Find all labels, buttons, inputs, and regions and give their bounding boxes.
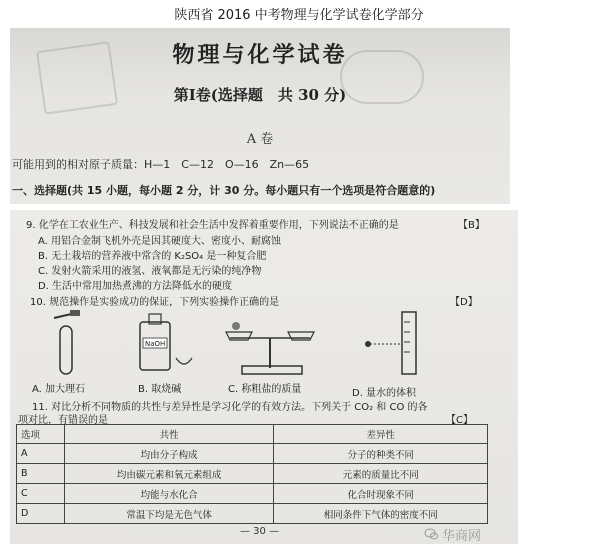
q9-option-d: D. 生活中常用加热煮沸的方法降低水的硬度 bbox=[38, 281, 233, 292]
exam-title: 物理与化学试卷 bbox=[172, 42, 348, 68]
q11-answer: 【C】 bbox=[446, 415, 473, 426]
page-title: 陕西省 2016 中考物理与化学试卷化学部分 bbox=[174, 8, 424, 23]
table-cell: A bbox=[17, 444, 65, 464]
questions-photo bbox=[10, 210, 518, 544]
measuring-cylinder-icon bbox=[365, 312, 416, 374]
table-row bbox=[17, 464, 488, 484]
table-cell: 分子的种类不同 bbox=[274, 444, 488, 464]
balance-scale-icon bbox=[226, 322, 314, 374]
comparison-table bbox=[16, 424, 488, 524]
chat-bubble-icon bbox=[424, 528, 438, 540]
watermark: 华商网 bbox=[442, 529, 482, 544]
table-cell: D bbox=[17, 504, 65, 524]
page-number: — 30 — bbox=[240, 526, 280, 537]
lab-apparatus-illustrations bbox=[10, 308, 518, 380]
q11-stem-line2: 项对比，有错误的是 bbox=[18, 415, 108, 426]
table-cell: 元素的质量比不同 bbox=[274, 464, 488, 484]
table-cell: 相同条件下气体的密度不同 bbox=[274, 504, 488, 524]
q10-answer: 【D】 bbox=[450, 297, 478, 308]
q9-stem: 9. 化学在工农业生产、科技发展和社会生活中发挥着重要作用，下列说法不正确的是 bbox=[26, 220, 399, 231]
q10-caption-a: A. 加大理石 bbox=[32, 384, 86, 395]
table-row bbox=[17, 504, 488, 524]
table-cell: B bbox=[17, 464, 65, 484]
section-heading: 一、选择题(共 15 小题，每小题 2 分，计 30 分。每小题只有一个选项是符合题意的) bbox=[12, 184, 436, 197]
q10-caption-c: C. 称粗盐的质量 bbox=[228, 384, 302, 395]
table-row bbox=[17, 484, 488, 504]
q10-caption-d: D. 量水的体积 bbox=[352, 388, 417, 399]
table-cell: 均能与水化合 bbox=[64, 484, 274, 504]
q10-stem: 10. 规范操作是实验成功的保证，下列实验操作正确的是 bbox=[30, 297, 280, 308]
naoh-bottle-icon bbox=[140, 314, 192, 370]
col-header-option: 选项 bbox=[17, 425, 65, 444]
table-cell: 常温下均是无色气体 bbox=[64, 504, 274, 524]
table-cell: C bbox=[17, 484, 65, 504]
table-cell: 化合时现象不同 bbox=[274, 484, 488, 504]
col-header-common: 共性 bbox=[64, 425, 274, 444]
table-header-row bbox=[17, 425, 488, 444]
q10-caption-b: B. 取烧碱 bbox=[138, 384, 182, 395]
q9-answer: 【B】 bbox=[458, 220, 485, 231]
q9-option-c: C. 发射火箭采用的液氢、液氧都是无污染的纯净物 bbox=[38, 266, 262, 277]
table-cell: 均由碳元素和氧元素组成 bbox=[64, 464, 274, 484]
test-tube-icon bbox=[54, 310, 80, 374]
table-row bbox=[17, 444, 488, 464]
exam-subtitle: 第Ⅰ卷(选择题 共 30 分) bbox=[173, 86, 347, 104]
q11-stem-line1: 11. 对比分析不同物质的共性与差异性是学习化学的有效方法。下列关于 CO₂ 和 CO 的各 bbox=[32, 402, 428, 413]
exam-cover-photo bbox=[10, 28, 510, 204]
naoh-label: NaOH bbox=[145, 340, 166, 348]
q9-option-b: B. 无土栽培的营养液中常含的 K₂SO₄ 是一种复合肥 bbox=[38, 251, 267, 262]
q9-option-a: A. 用铝合金制飞机外壳是因其硬度大、密度小、耐腐蚀 bbox=[38, 236, 282, 247]
col-header-difference: 差异性 bbox=[274, 425, 488, 444]
table-cell: 均由分子构成 bbox=[64, 444, 274, 464]
volume-label: A 卷 bbox=[246, 132, 274, 147]
atomic-masses: 可能用到的相对原子质量：H—1 C—12 O—16 Zn—65 bbox=[12, 158, 310, 171]
